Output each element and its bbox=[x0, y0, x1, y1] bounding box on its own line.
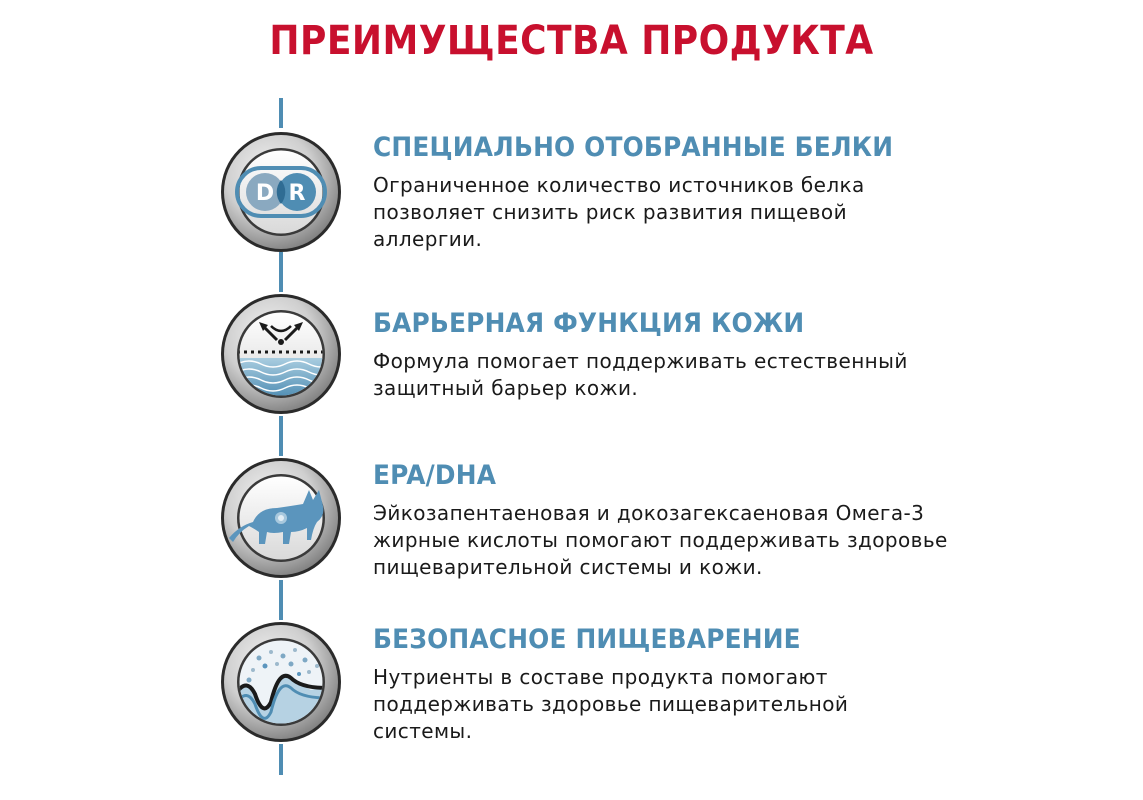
benefit-description: Ограниченное количество источников белка позволяет снизить риск развития пищевой аллергии. bbox=[373, 173, 865, 251]
digestion-icon bbox=[219, 620, 343, 744]
benefit-title: СПЕЦИАЛЬНО ОТОБРАННЫЕ БЕЛКИ bbox=[373, 132, 894, 163]
benefit-title: БАРЬЕРНАЯ ФУНКЦИЯ КОЖИ bbox=[373, 308, 805, 339]
benefit-item-skin-barrier bbox=[0, 292, 1143, 432]
page-title: ПРЕИМУЩЕСТВА ПРОДУКТА bbox=[269, 18, 874, 64]
dr-letter-d: D bbox=[255, 181, 275, 206]
benefit-description: Нутриенты в составе продукта помогают поддерживать здоровье пищеварительной системы. bbox=[373, 665, 849, 743]
benefit-item-digestion bbox=[0, 620, 1143, 760]
benefit-description: Эйкозапентаеновая и докозагексаеновая Омега-3 жирные кислоты помогают поддерживать здоровье пищеварительной системы и кожи. bbox=[373, 501, 948, 579]
benefit-description: Формула помогает поддерживать естественный защитный барьер кожи. bbox=[373, 349, 908, 400]
dr-protein-icon bbox=[219, 130, 343, 254]
skin-barrier-icon bbox=[219, 292, 343, 416]
benefit-item-protein bbox=[0, 126, 1143, 266]
benefit-item-epa-dha bbox=[0, 456, 1143, 596]
benefit-title: EPA/DHA bbox=[373, 460, 497, 491]
dr-letter-r: R bbox=[288, 181, 306, 206]
benefit-title: БЕЗОПАСНОЕ ПИЩЕВАРЕНИЕ bbox=[373, 624, 801, 655]
cat-icon bbox=[219, 456, 343, 580]
